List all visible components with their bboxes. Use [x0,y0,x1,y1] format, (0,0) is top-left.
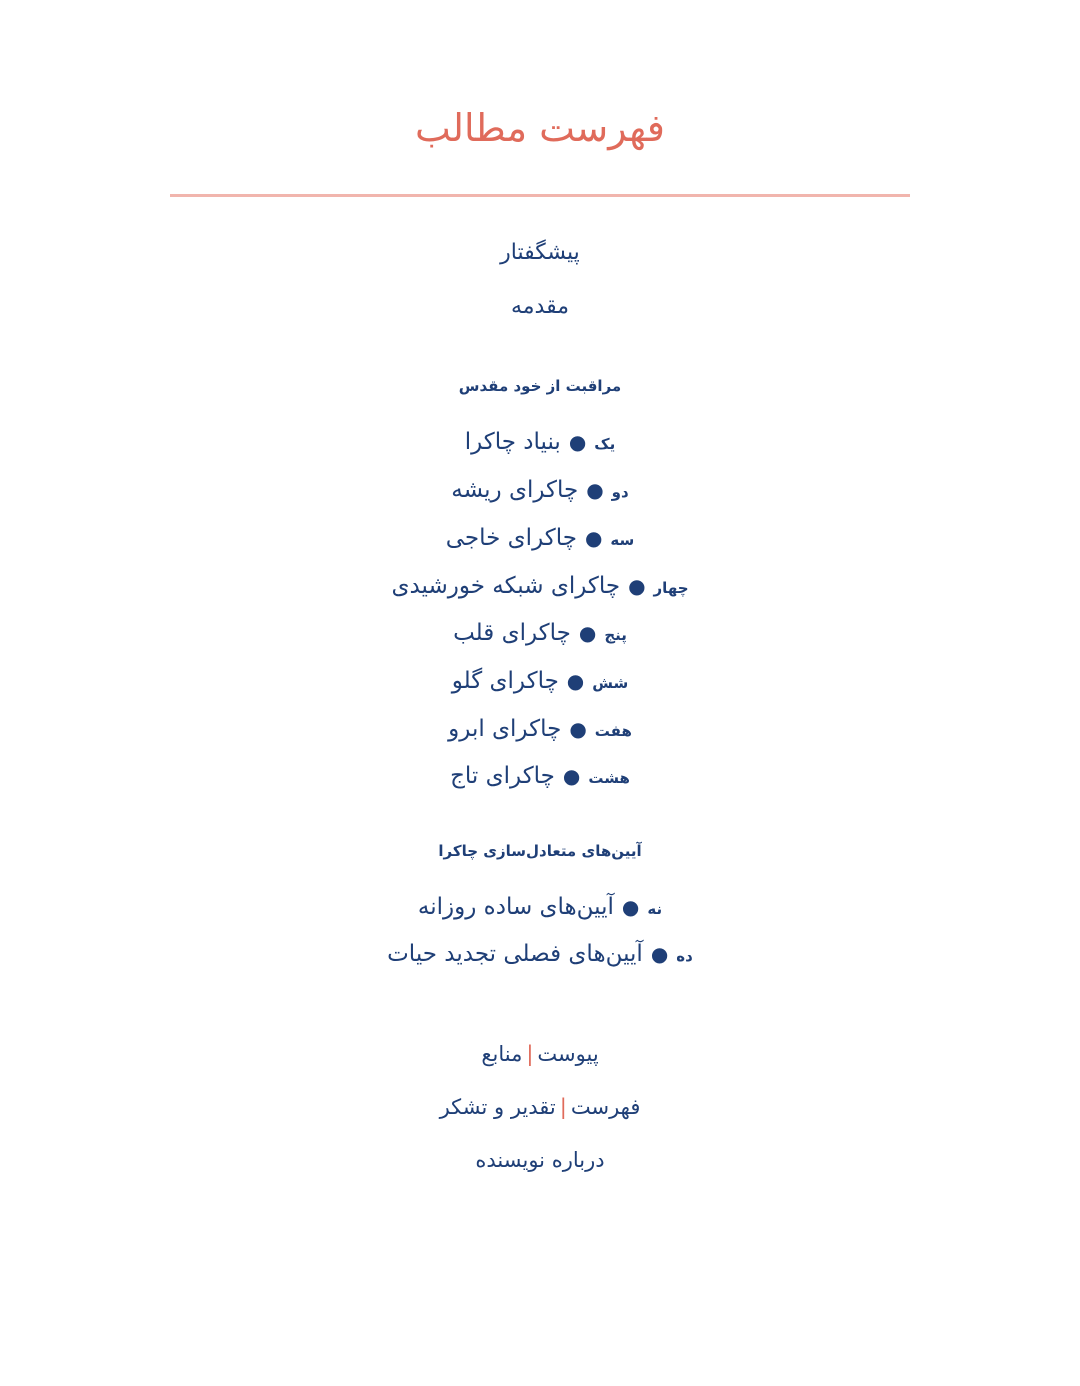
bullet-icon: ● [578,621,597,645]
separator: | [526,1042,534,1066]
section-heading-2: آیین‌های متعادل‌سازی چاکرا [438,842,642,860]
chapter-number: هفت [594,722,632,740]
separator: | [559,1095,567,1119]
toc-chapter-9[interactable] [0,891,1080,925]
toc-chapter-6[interactable] [0,665,1080,699]
bullet-icon: ● [621,895,640,919]
section-heading-1: مراقبت از خود مقدس [458,377,622,395]
toc-chapter-8[interactable] [0,760,1080,794]
toc-entry-introduction[interactable]: مقدمه [510,294,570,319]
chapter-title: چاکرای ریشه [451,477,579,503]
toc-entry-preface[interactable]: پیشگفتار [500,240,580,265]
toc-chapter-10[interactable] [0,938,1080,972]
chapter-number: یک [594,435,616,453]
chapter-title: چاکرای قلب [453,620,571,646]
chapter-title: چاکرای شبکه خورشیدی [391,573,621,599]
entry-label: فهرست [570,1095,641,1119]
bullet-icon: ● [628,574,646,598]
chapter-title: چاکرای ابرو [448,716,562,742]
bullet-icon: ● [584,526,603,550]
chapter-title: چاکرای تاج [450,763,555,789]
toc-chapter-1[interactable] [0,426,1080,460]
entry-label: تقدیر و تشکر [439,1095,556,1119]
bullet-icon: ● [568,430,587,454]
entry-label: منابع [481,1042,523,1066]
chapter-number: چهار [653,579,689,597]
toc-chapter-3[interactable] [0,522,1080,556]
toc-entry-index-acknowledgments[interactable] [0,1092,1080,1122]
toc-chapter-7[interactable] [0,713,1080,747]
chapter-number: هشت [588,769,630,787]
bullet-icon: ● [650,942,669,966]
chapter-title: چاکرای گلو [451,668,559,694]
chapter-title: چاکرای خاجی [445,525,577,551]
bullet-icon: ● [586,478,604,502]
bullet-icon: ● [562,764,581,788]
chapter-number: پنج [604,626,627,644]
page-title: فهرست مطالب [415,106,665,150]
bullet-icon: ● [566,669,585,693]
chapter-title: آیین‌های فصلی تجدید حیات [387,941,643,967]
chapter-number: نه [647,900,663,918]
chapter-title: بنیاد چاکرا [464,429,561,455]
chapter-number: سه [610,531,635,549]
chapter-title: آیین‌های ساده روزانه [417,894,614,920]
chapter-number: شش [592,674,629,692]
chapter-number: ده [676,947,693,965]
toc-chapter-2[interactable] [0,474,1080,508]
entry-label: پیوست [537,1042,599,1066]
toc-entry-about-author[interactable]: درباره نویسنده [475,1148,605,1172]
chapter-number: دو [611,483,629,501]
toc-chapter-5[interactable] [0,617,1080,651]
toc-entry-appendix-resources[interactable] [0,1039,1080,1069]
title-divider [170,194,910,197]
bullet-icon: ● [569,717,587,741]
toc-chapter-4[interactable] [0,570,1080,604]
